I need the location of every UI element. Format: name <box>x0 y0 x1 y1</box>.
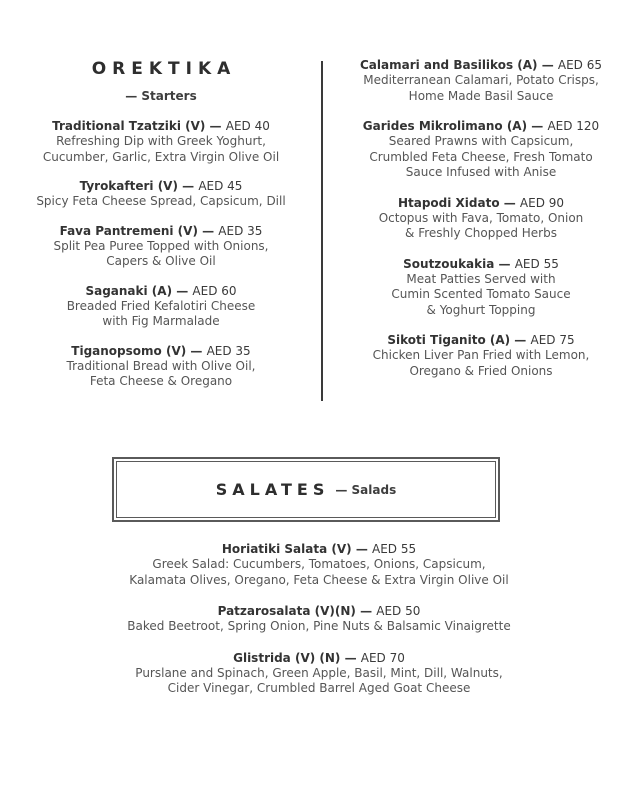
item-separator: — <box>537 58 558 72</box>
salads-title: SALATES <box>215 480 330 499</box>
menu-item <box>324 118 638 181</box>
item-description: Seared Prawns with Capsicum, Crumbled Feta Cheese, Fresh Tomato Sauce Infused with Anise <box>369 134 593 179</box>
salads-header-box <box>112 457 500 522</box>
item-price: AED 55 <box>372 542 417 556</box>
item-name: Horiatiki Salata (V) <box>221 542 352 556</box>
item-name: Traditional Tzatziki (V) <box>52 119 206 133</box>
menu-item <box>0 343 322 390</box>
item-separator: — <box>355 604 377 618</box>
menu-item <box>324 57 638 104</box>
item-separator: — <box>340 650 361 665</box>
menu-item <box>0 118 322 165</box>
item-separator: — <box>186 343 207 358</box>
item-description: Meat Patties Served with Cumin Scented Tomato Sauce & Yoghurt Topping <box>391 271 571 317</box>
item-separator: — <box>351 542 372 556</box>
item-name: Tiganopsomo (V) <box>71 343 187 358</box>
starters-right-column <box>324 57 638 379</box>
menu-item <box>324 195 638 242</box>
item-separator: — <box>172 283 193 298</box>
salads-subtitle: — Salads <box>335 482 397 497</box>
item-separator: — <box>499 195 520 210</box>
menu-item <box>0 541 638 588</box>
starters-left-column <box>0 58 322 390</box>
item-description: Greek Salad: Cucumbers, Tomatoes, Onions, Capsicum, Kalamata Olives, Oregano, Feta Cheese & Extra Virgin Olive Oil <box>129 557 509 587</box>
item-separator: — <box>494 256 515 271</box>
item-name: Garides Mikrolimano (A) <box>362 119 528 133</box>
item-description: Mediterranean Calamari, Potato Crisps, Home Made Basil Sauce <box>363 73 599 103</box>
item-price: AED 50 <box>376 604 421 618</box>
menu-item <box>0 650 638 697</box>
item-name: Sikoti Tiganito (A) <box>387 333 511 347</box>
menu-item <box>0 223 322 270</box>
starters-subtitle: — Starters <box>125 89 197 103</box>
item-price: AED 65 <box>557 58 603 72</box>
salads-header-inner-border <box>116 461 496 518</box>
item-price: AED 90 <box>519 195 565 210</box>
item-name: Fava Pantremeni (V) <box>59 223 198 238</box>
item-name: Calamari and Basilikos (A) <box>359 58 538 72</box>
item-description: Breaded Fried Kefalotiri Cheese with Fig Marmalade <box>66 298 256 328</box>
item-description: Baked Beetroot, Spring Onion, Pine Nuts & Balsamic Vinaigrette <box>127 619 511 633</box>
item-description: Spicy Feta Cheese Spread, Capsicum, Dill <box>36 194 286 208</box>
item-price: AED 45 <box>198 179 243 193</box>
item-separator: — <box>197 223 219 238</box>
item-separator: — <box>527 119 548 133</box>
item-separator: — <box>177 179 199 193</box>
item-name: Soutzoukakia <box>403 256 495 271</box>
item-description: Purslane and Spinach, Green Apple, Basil, Mint, Dill, Walnuts, Cider Vinegar, Crumbled Barrel Aged Goat Cheese <box>135 665 503 695</box>
menu-item <box>0 283 322 330</box>
item-price: AED 75 <box>530 333 575 347</box>
item-name: Patzarosalata (V)(N) <box>217 604 356 618</box>
menu-item <box>324 256 638 319</box>
item-name: Glistrida (V) (N) <box>233 650 341 665</box>
item-separator: — <box>510 333 531 347</box>
item-price: AED 60 <box>192 283 237 298</box>
item-name: Saganaki (A) <box>85 283 173 298</box>
item-price: AED 55 <box>514 256 559 271</box>
item-name: Tyrokafteri (V) <box>79 179 178 193</box>
starters-left-list <box>0 118 322 390</box>
item-separator: — <box>205 119 226 133</box>
salads-list <box>0 541 638 697</box>
item-description: Split Pea Puree Topped with Onions, Capers & Olive Oil <box>53 238 269 268</box>
item-price: AED 40 <box>225 119 270 133</box>
item-name: Htapodi Xidato <box>397 195 500 210</box>
item-price: AED 70 <box>360 650 405 665</box>
menu-item <box>324 332 638 379</box>
menu-item <box>0 178 322 210</box>
starters-title: OREKTIKA <box>91 59 237 79</box>
item-price: AED 35 <box>206 343 251 358</box>
item-price: AED 120 <box>547 119 600 133</box>
column-divider <box>321 61 323 401</box>
item-description: Refreshing Dip with Greek Yoghurt, Cucumber, Garlic, Extra Virgin Olive Oil <box>42 134 280 164</box>
item-description: Traditional Bread with Olive Oil, Feta Cheese & Oregano <box>66 358 256 388</box>
item-description: Octopus with Fava, Tomato, Onion & Freshly Chopped Herbs <box>378 210 584 240</box>
menu-item <box>0 603 638 635</box>
item-description: Chicken Liver Pan Fried with Lemon, Oregano & Fried Onions <box>372 348 590 378</box>
item-price: AED 35 <box>218 223 263 238</box>
